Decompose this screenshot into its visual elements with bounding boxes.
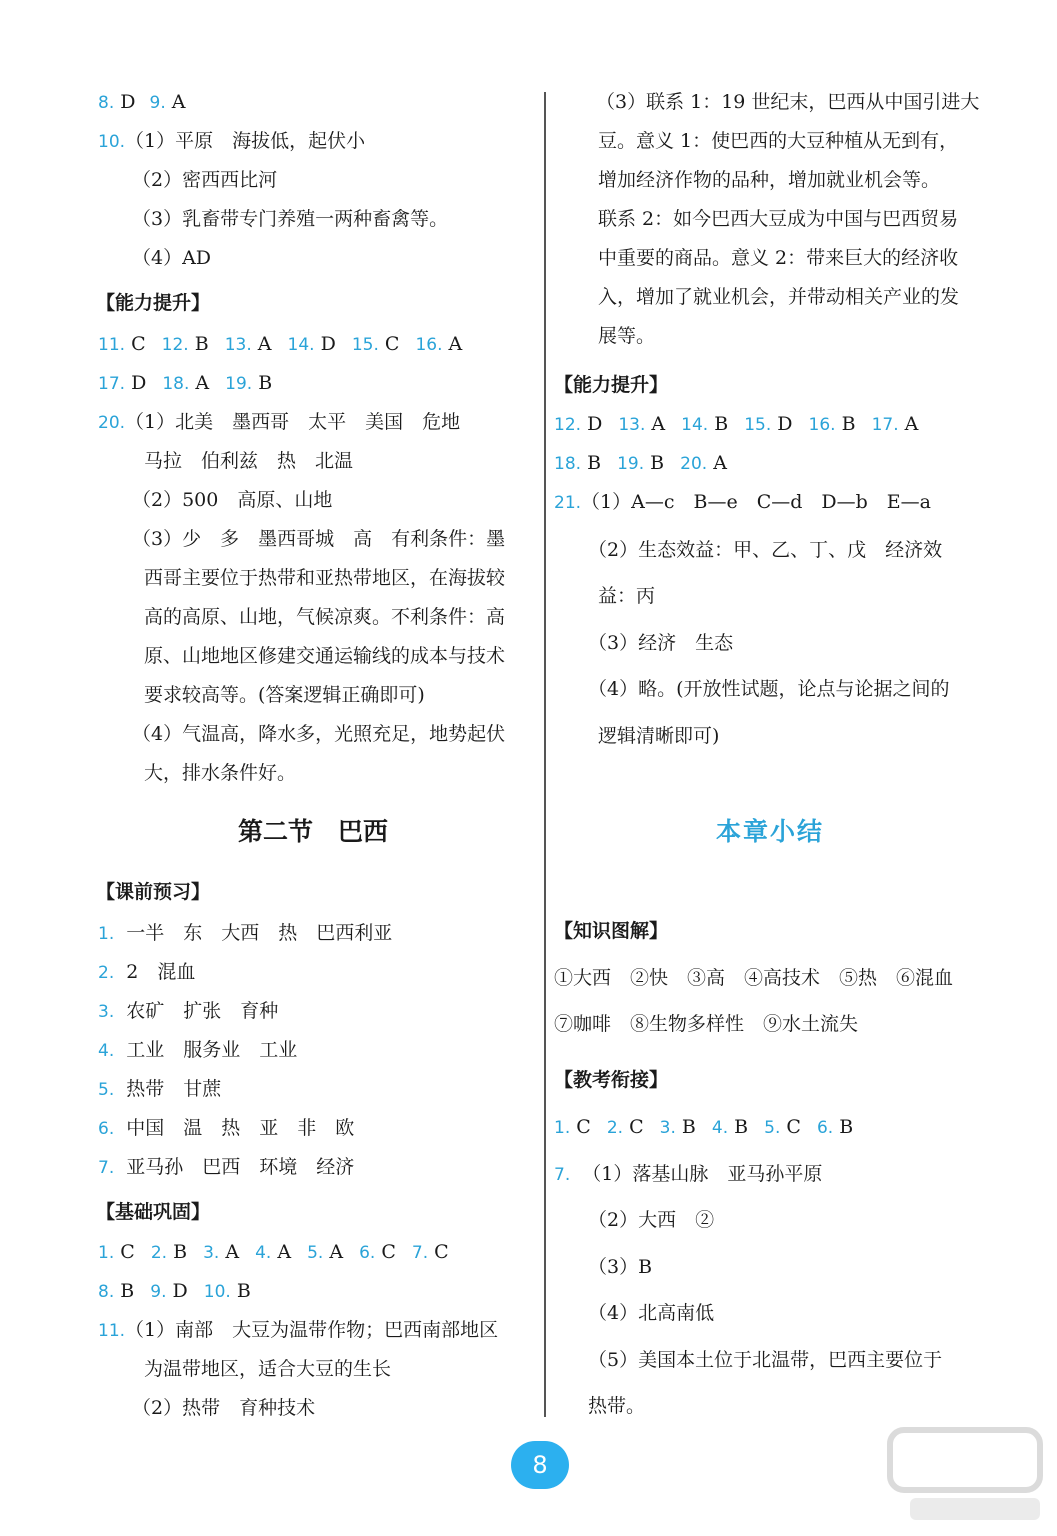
answer-letter: B	[252, 372, 273, 394]
answer-item	[817, 1116, 853, 1138]
answer-letter: D	[125, 372, 147, 394]
answer-line: 7. （1）落基山脉 亚马孙平原	[554, 1163, 823, 1185]
question-number: 6.	[98, 1119, 115, 1139]
answer-letter: B	[114, 1280, 135, 1302]
question-number: 3.	[203, 1243, 220, 1263]
answer-line: 马拉 伯利兹 热 北温	[144, 450, 354, 472]
answer-line: （2）密西西比河	[132, 169, 278, 191]
answer-line	[98, 371, 288, 396]
answer-line: 大，排水条件好。	[144, 762, 297, 784]
answer-item	[660, 1116, 696, 1138]
question-number: 6.	[359, 1243, 376, 1263]
question-number: 17.	[98, 374, 126, 394]
list-item	[98, 921, 392, 946]
list-item	[98, 960, 195, 985]
watermark-logo	[880, 1420, 1050, 1530]
answer-letter: A	[323, 1241, 344, 1263]
answer-letter: C	[125, 333, 146, 355]
answer-item	[204, 1280, 251, 1302]
answer-line: 为温带地区，适合大豆的生长	[144, 1358, 392, 1380]
question-number: 20.	[680, 454, 708, 474]
question-number: 13.	[618, 415, 646, 435]
answer-item	[680, 452, 727, 474]
answer-letter: C	[623, 1116, 644, 1138]
answer-item	[618, 413, 665, 435]
question-number: 14.	[681, 415, 709, 435]
question-number: 12.	[554, 415, 582, 435]
answer-line: （2）热带 育种技术	[132, 1397, 316, 1419]
question-number: 4.	[98, 1041, 115, 1061]
answer-letter: D	[314, 333, 336, 355]
answer-letter: A	[442, 333, 463, 355]
answer-letter: D	[166, 1280, 188, 1302]
list-item	[98, 1116, 354, 1141]
answer-line: （3）乳畜带专门养殖一两种畜禽等。	[132, 208, 449, 230]
question-number: 6.	[816, 1118, 834, 1138]
answer-item	[809, 413, 856, 435]
answer-letter: A	[898, 413, 919, 435]
question-number: 11.	[98, 335, 126, 355]
question-number: 9.	[150, 1282, 167, 1302]
answer-item	[162, 333, 209, 355]
answer-line: 11.（1）南部 大豆为温带作物；巴西南部地区	[98, 1319, 499, 1341]
question-number: 12.	[161, 335, 189, 355]
answer-line	[554, 1115, 869, 1140]
answer-line: 联系 2：如今巴西大豆成为中国与巴西贸易	[598, 208, 959, 230]
answer-item	[764, 1116, 801, 1138]
question-number: 13.	[224, 335, 252, 355]
answer-line: （4）AD	[132, 247, 212, 269]
column-divider	[544, 92, 546, 1417]
answer-line: （2）生态效益：甲、乙、丁、戊 经济效	[588, 539, 943, 561]
answer-letter: B	[833, 1116, 854, 1138]
answer-item	[415, 333, 462, 355]
answer-line: 热带。	[588, 1395, 646, 1417]
answer-text: 热带 甘蔗	[126, 1078, 222, 1100]
page-number-badge: 8	[511, 1441, 569, 1489]
answer-line: 要求较高等。(答案逻辑正确即可)	[144, 684, 425, 706]
answer-item	[225, 333, 272, 355]
answer-line: 10.（1）平原 海拔低，起伏小	[98, 130, 366, 152]
answer-letter: A	[251, 333, 272, 355]
answer-item	[307, 1241, 343, 1263]
answer-line: 豆。意义 1：使巴西的大豆种植从无到有，	[598, 130, 959, 152]
answer-line: （3）经济 生态	[588, 632, 734, 654]
answer-letter: A	[271, 1241, 292, 1263]
answer-letter: B	[708, 413, 729, 435]
answer-line	[554, 451, 743, 476]
answer-text: 农矿 扩张 育种	[126, 1000, 279, 1022]
answer-letter: B	[644, 452, 665, 474]
question-number: 19.	[617, 454, 645, 474]
question-number: 5.	[98, 1080, 115, 1100]
answer-line	[98, 1279, 267, 1304]
answer-letter: C	[375, 1241, 396, 1263]
answer-line	[98, 1240, 465, 1265]
question-number: 3.	[659, 1118, 676, 1138]
section-label: 【知识图解】	[554, 920, 669, 942]
knowledge-line: ⑦咖啡 ⑧生物多样性 ⑨水土流失	[554, 1013, 859, 1035]
question-number: 2.	[606, 1118, 624, 1138]
answer-letter: C	[114, 1241, 135, 1263]
answer-letter: D	[581, 413, 603, 435]
answer-letter: C	[378, 333, 400, 355]
answer-line: （4）气温高，降水多，光照充足，地势起伏	[132, 723, 506, 745]
answer-line: 益：丙	[598, 585, 656, 607]
section-heading: 第二节 巴西	[238, 817, 389, 846]
question-number: 15.	[351, 335, 379, 355]
section-label: 【能力提升】	[96, 292, 211, 314]
answer-item	[617, 452, 664, 474]
question-number: 15.	[744, 415, 772, 435]
answer-letter: B	[581, 452, 602, 474]
answer-item	[98, 333, 146, 355]
question-number: 7.	[98, 1158, 115, 1178]
question-number: 3.	[98, 1002, 115, 1022]
question-number: 1.	[98, 924, 115, 944]
answer-item	[554, 413, 602, 435]
knowledge-line: ①大西 ②快 ③高 ④高技术 ⑤热 ⑥混血	[554, 967, 954, 989]
list-item	[98, 1038, 297, 1063]
question-number: 4.	[255, 1243, 272, 1263]
answer-item	[744, 413, 792, 435]
question-number: 1.	[98, 1243, 115, 1263]
answer-letter: C	[780, 1116, 801, 1138]
question-number: 16.	[808, 415, 836, 435]
answer-item	[151, 1241, 187, 1263]
answer-item	[162, 372, 209, 394]
answer-line: （3）联系 1：19 世纪末，巴西从中国引进大	[596, 91, 980, 113]
answer-line: （5）美国本土位于北温带，巴西主要位于	[588, 1349, 943, 1371]
answer-letter: C	[428, 1241, 449, 1263]
question-number: 17.	[871, 415, 899, 435]
answer-line: 增加经济作物的品种，增加就业机会等。	[598, 169, 941, 191]
list-item	[98, 999, 278, 1024]
list-item	[98, 1155, 354, 1180]
answer-item	[412, 1241, 449, 1263]
answer-item	[98, 372, 146, 394]
answer-line	[554, 412, 934, 437]
question-number: 2.	[150, 1243, 168, 1263]
answer-item	[681, 413, 728, 435]
answer-letter: B	[675, 1116, 696, 1138]
answer-line: （3）少 多 墨西哥城 高 有利条件：墨	[132, 528, 506, 550]
answer-letter: A	[219, 1241, 240, 1263]
question-number: 16.	[415, 335, 443, 355]
answer-item	[203, 1241, 239, 1263]
answer-letter: B	[188, 333, 209, 355]
question-number: 18.	[162, 374, 190, 394]
section-label: 【教考衔接】	[554, 1069, 669, 1091]
answer-item	[872, 413, 919, 435]
answer-line: 21.（1）A—c B—e C—d D—b E—a	[554, 491, 931, 513]
answer-line: 20.（1）北美 墨西哥 太平 美国 危地	[98, 411, 461, 433]
question-number: 5.	[764, 1118, 781, 1138]
answer-letter: A	[189, 372, 210, 394]
answer-item	[554, 1116, 591, 1138]
question-number: 18.	[554, 454, 582, 474]
answer-item	[607, 1116, 644, 1138]
answer-line: （2）500 高原、山地	[132, 489, 333, 511]
answer-item	[288, 333, 336, 355]
answer-text: 一半 东 大西 热 巴西利亚	[126, 922, 393, 944]
section-label: 【基础巩固】	[96, 1201, 211, 1223]
answer-letter: C	[570, 1116, 591, 1138]
answer-letter: A	[707, 452, 727, 474]
question-number: 2.	[98, 963, 115, 983]
answer-item	[98, 1241, 135, 1263]
answer-line: 西哥主要位于热带和亚热带地区，在海拔较	[144, 567, 506, 589]
list-item	[98, 1077, 221, 1102]
answer-line: 逻辑清晰即可)	[598, 725, 720, 747]
question-number: 10.	[203, 1282, 231, 1302]
answer-letter: B	[835, 413, 856, 435]
answer-line: 高的高原、山地，气候凉爽。不利条件：高	[144, 606, 506, 628]
answer-letter: B	[728, 1116, 749, 1138]
answer-line: 展等。	[598, 325, 656, 347]
answer-line: 8. D 9. A	[98, 91, 186, 113]
answer-line: （3）B	[588, 1256, 653, 1278]
answer-item	[352, 333, 400, 355]
answer-text: 中国 温 热 亚 非 欧	[126, 1117, 355, 1139]
answer-letter: B	[167, 1241, 188, 1263]
answer-line: 原、山地地区修建交通运输线的成本与技术	[144, 645, 506, 667]
answer-item	[359, 1241, 396, 1263]
question-number: 19.	[225, 374, 253, 394]
section-label: 【能力提升】	[554, 374, 669, 396]
question-number: 5.	[307, 1243, 324, 1263]
answer-line	[98, 332, 478, 357]
chapter-summary-heading: 本章小结	[716, 817, 825, 846]
answer-item	[98, 1280, 134, 1302]
section-label: 【课前预习】	[96, 881, 211, 903]
answer-item	[712, 1116, 748, 1138]
question-number: 14.	[287, 335, 315, 355]
question-number: 8.	[98, 1282, 115, 1302]
answer-line: 中重要的商品。意义 2：带来巨大的经济收	[598, 247, 959, 269]
answer-letter: B	[230, 1280, 251, 1302]
answer-letter: D	[771, 413, 793, 435]
answer-line: 入，增加了就业机会，并带动相关产业的发	[598, 286, 960, 308]
answer-item	[255, 1241, 291, 1263]
answer-text: 亚马孙 巴西 环境 经济	[126, 1156, 355, 1178]
answer-line: （2）大西 ②	[588, 1209, 715, 1231]
answer-item	[225, 372, 272, 394]
answer-item	[554, 452, 601, 474]
answer-line: （4）北高南低	[588, 1302, 715, 1324]
answer-line: （4）略。(开放性试题，论点与论据之间的	[588, 678, 950, 700]
answer-text: 2 混血	[126, 961, 196, 983]
answer-item	[150, 1280, 188, 1302]
answer-letter: A	[645, 413, 666, 435]
answer-text: 工业 服务业 工业	[126, 1039, 298, 1061]
question-number: 1.	[554, 1118, 571, 1138]
question-number: 7.	[411, 1243, 429, 1263]
question-number: 4.	[711, 1118, 729, 1138]
